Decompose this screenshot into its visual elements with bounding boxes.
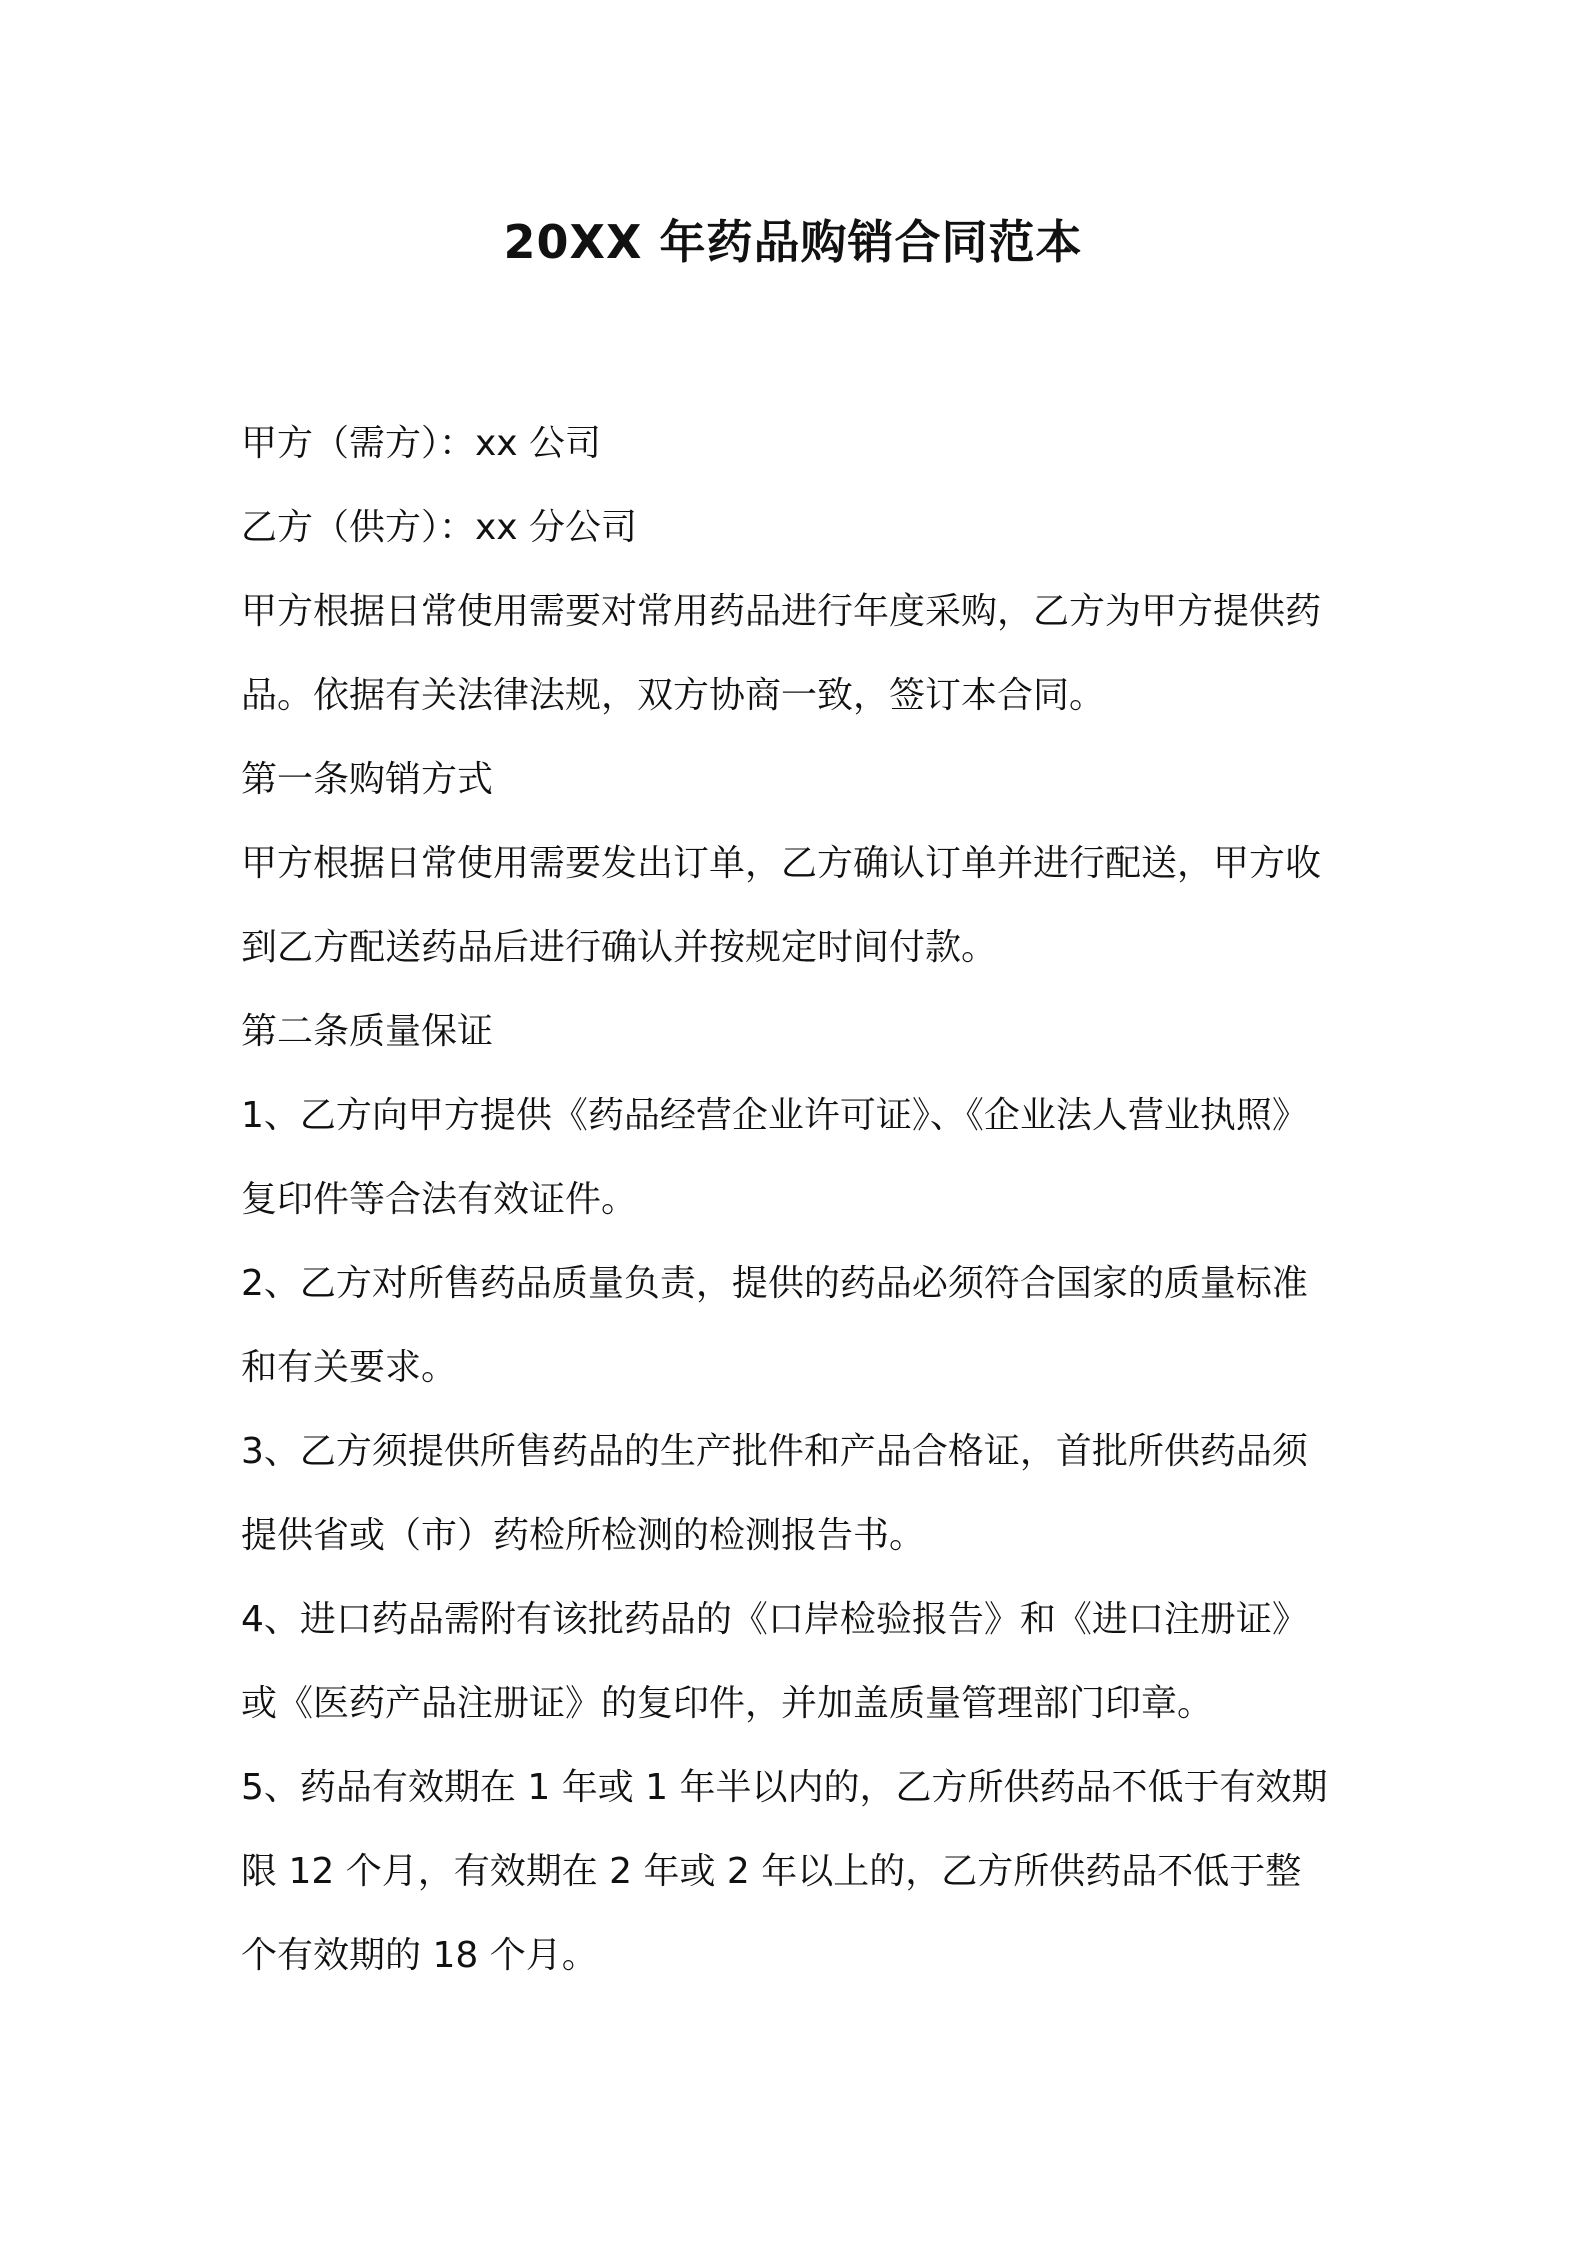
document-title: 20XX 年药品购销合同范本 bbox=[503, 215, 1083, 269]
clause-3-line-2: 提供省或（市）药检所检测的检测报告书。 bbox=[241, 1515, 926, 1556]
clause-1-line-1: 1、乙方向甲方提供《药品经营企业许可证》、《企业法人营业执照》 bbox=[241, 1095, 1308, 1136]
party-a-line: 甲方（需方）：xx 公司 bbox=[241, 423, 602, 464]
article-1-heading: 第一条购销方式 bbox=[241, 759, 494, 800]
article-1-line-2: 到乙方配送药品后进行确认并按规定时间付款。 bbox=[241, 927, 998, 968]
clause-1-line-2: 复印件等合法有效证件。 bbox=[241, 1179, 638, 1220]
clause-5-line-3: 个有效期的 18 个月。 bbox=[241, 1935, 598, 1976]
clause-5-line-2: 限 12 个月，有效期在 2 年或 2 年以上的，乙方所供药品不低于整 bbox=[241, 1851, 1302, 1892]
document-body bbox=[241, 402, 1361, 1998]
clause-2-line-1: 2、乙方对所售药品质量负责，提供的药品必须符合国家的质量标准 bbox=[241, 1263, 1308, 1304]
clause-5-line-1: 5、药品有效期在 1 年或 1 年半以内的，乙方所供药品不低于有效期 bbox=[241, 1767, 1328, 1808]
clause-2-line-2: 和有关要求。 bbox=[241, 1347, 458, 1388]
clause-4-line-1: 4、进口药品需附有该批药品的《口岸检验报告》和《进口注册证》 bbox=[241, 1599, 1308, 1640]
article-2-heading: 第二条质量保证 bbox=[241, 1011, 494, 1052]
preamble-line-2: 品。依据有关法律法规，双方协商一致，签订本合同。 bbox=[241, 675, 1106, 716]
party-b-line: 乙方（供方）：xx 分公司 bbox=[241, 507, 638, 548]
clause-4-line-2: 或《医药产品注册证》的复印件，并加盖质量管理部门印章。 bbox=[241, 1683, 1214, 1724]
article-1-line-1: 甲方根据日常使用需要发出订单，乙方确认订单并进行配送，甲方收 bbox=[241, 843, 1322, 884]
preamble-line-1: 甲方根据日常使用需要对常用药品进行年度采购，乙方为甲方提供药 bbox=[241, 591, 1322, 632]
clause-3-line-1: 3、乙方须提供所售药品的生产批件和产品合格证，首批所供药品须 bbox=[241, 1431, 1308, 1472]
